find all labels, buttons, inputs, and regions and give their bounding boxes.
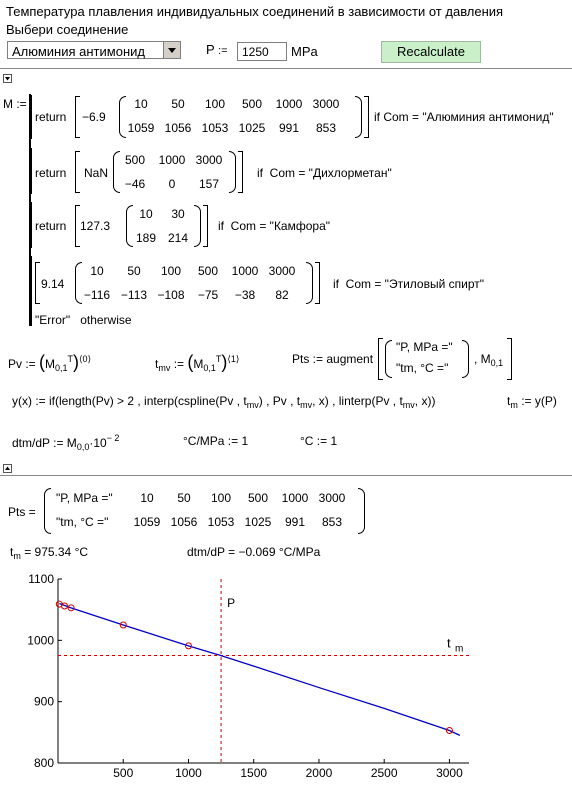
- error-otherwise: "Error" otherwise: [35, 313, 132, 327]
- x-tick-label: 2500: [370, 766, 398, 780]
- tm-line-label: t: [447, 635, 451, 651]
- pts-augment-definition: Pts := augment: [292, 352, 374, 366]
- divider: [0, 68, 572, 69]
- matrix-cell: 50: [177, 491, 191, 505]
- pts-row2-label: "tm, °C =": [56, 515, 109, 529]
- matrix-cell: 853: [315, 121, 337, 135]
- matrix-cell: 1053: [207, 515, 235, 529]
- matrix-cell: 100: [160, 264, 182, 278]
- m-definition-lhs: M :=: [3, 97, 27, 111]
- matrix-cell: 1025: [238, 121, 266, 135]
- cond-3: if Com = "Камфора": [218, 219, 331, 233]
- melting-temperature-chart: [0, 566, 572, 786]
- scalar-2: NaN: [84, 166, 109, 180]
- pts-result-lhs: Pts =: [8, 505, 36, 519]
- pressure-unit: MPa: [291, 44, 318, 59]
- matrix-cell: 1056: [170, 515, 198, 529]
- return-kw-1: return: [35, 110, 67, 124]
- pts-top-label: "P, MPa =": [396, 340, 453, 354]
- chart-points: [56, 601, 452, 733]
- y-tick-label: 1000: [27, 633, 54, 648]
- matrix-cell: 1000: [281, 491, 309, 505]
- matrix-cell: −116: [83, 288, 111, 302]
- pts-m01: , $M_{0,1}$: [474, 352, 504, 368]
- paren-right: [229, 151, 236, 193]
- bracket-left: [75, 151, 80, 193]
- matrix-cell: −46: [124, 177, 146, 191]
- p-line-label: P: [227, 596, 236, 610]
- compound-select-label: Выбери соединение: [6, 22, 129, 37]
- case-bar-3: [31, 202, 32, 248]
- matrix-cell: 3000: [312, 97, 340, 111]
- chart-labels: [227, 596, 463, 654]
- matrix-cell: 10: [90, 264, 104, 278]
- matrix-cell: 189: [135, 231, 157, 245]
- y-tick-label: 1100: [28, 572, 54, 586]
- bracket-right: [507, 338, 512, 380]
- return-kw-3: return: [35, 219, 67, 233]
- matrix-cell: 10: [134, 97, 148, 111]
- paren-right: [358, 488, 365, 534]
- scalar-1: −6.9: [82, 110, 106, 124]
- pv-definition: Pv := $(M_{0,1}^T)^{⟨0⟩}$: [8, 352, 92, 373]
- x-tick-label: 500: [113, 766, 134, 780]
- matrix-cell: 30: [171, 207, 185, 221]
- return-kw-2: return: [35, 166, 67, 180]
- y-tick-label: 900: [33, 694, 54, 709]
- matrix-cell: 991: [284, 515, 306, 529]
- chart-lines: [58, 579, 469, 763]
- y-tick-label: 800: [33, 756, 54, 770]
- matrix-cell: 500: [124, 153, 146, 167]
- scalar-3: 127.3: [80, 219, 111, 233]
- cond-4: if Com = "Этиловый спирт": [333, 277, 484, 291]
- bracket-left: [378, 338, 383, 380]
- p-label: P :=: [206, 42, 228, 57]
- matrix-cell: 100: [210, 491, 232, 505]
- y-definition: y(x) := if(length(Pv) > 2 , interp(cspline(Pv , $t_{mv}$) , Pv , $t_{mv}$, x) , linterp(Pv , $t_{mv}$, x)): [12, 394, 436, 410]
- matrix-cell: 991: [278, 121, 300, 135]
- collapse-toggle-icon[interactable]: [3, 74, 12, 83]
- unit-def-2: °C := 1: [300, 434, 338, 448]
- bracket-right: [364, 96, 369, 138]
- page-title: Температура плавления индивидуальных соединений в зависимости от давления: [6, 4, 504, 19]
- paren-right: [306, 262, 313, 304]
- matrix-cell: 10: [139, 207, 153, 221]
- cond-1: if Com = "Алюминия антимонид": [374, 110, 554, 124]
- x-tick-label: 1500: [240, 766, 268, 780]
- matrix-cell: 3000: [195, 153, 223, 167]
- x-tick-label: 3000: [436, 766, 463, 780]
- chevron-down-icon[interactable]: [163, 42, 180, 58]
- matrix-cell: 1000: [158, 153, 186, 167]
- matrix-cell: 500: [197, 264, 219, 278]
- paren-right: [462, 340, 469, 378]
- chart-axes: [27, 572, 469, 780]
- scalar-4: 9.14: [41, 277, 65, 291]
- matrix-cell: 157: [198, 177, 220, 191]
- matrix-cell: −113: [120, 288, 148, 302]
- matrix-cell: 10: [140, 491, 154, 505]
- matrix-cell: −75: [197, 288, 219, 302]
- matrix-cell: 50: [171, 97, 185, 111]
- matrix-cell: 0: [168, 177, 176, 191]
- expand-toggle-icon[interactable]: [3, 464, 12, 473]
- tm-result: $t_m = 975.34$ °C: [10, 545, 89, 561]
- matrix-cell: −108: [157, 288, 185, 302]
- unit-def-1: °C/MPa := 1: [183, 434, 249, 448]
- paren-right: [355, 96, 362, 138]
- dtm-result: dtm/dP = −0.069 °C/MPa: [187, 545, 321, 559]
- paren-right: [194, 205, 201, 247]
- matrix-cell: 853: [321, 515, 343, 529]
- matrix-cell: 82: [275, 288, 289, 302]
- tm-definition: $t_m$ := y(P): [507, 394, 557, 410]
- matrix-cell: 1000: [275, 97, 303, 111]
- interpolation-curve: [59, 604, 460, 736]
- x-tick-label: 2000: [305, 766, 333, 780]
- matrix-cell: 3000: [268, 264, 296, 278]
- matrix-cell: 1059: [133, 515, 161, 529]
- matrix-cell: 500: [241, 97, 263, 111]
- divider: [0, 475, 572, 476]
- bracket-right: [315, 262, 320, 304]
- recalculate-button[interactable]: Recalculate: [381, 41, 481, 63]
- cond-2: if Com = "Дихлорметан": [257, 166, 392, 180]
- matrix-cell: 1056: [164, 121, 192, 135]
- tmv-definition: $t_{mv}$ := $(M_{0,1}^T)^{⟨1⟩}$: [155, 352, 240, 373]
- pts-bottom-label: "tm, °C =": [396, 361, 449, 375]
- matrix-cell: 1059: [127, 121, 155, 135]
- case-bar-4: [31, 256, 32, 326]
- matrix-cell: 1000: [231, 264, 259, 278]
- compound-dropdown[interactable]: [7, 41, 181, 59]
- matrix-cell: 500: [247, 491, 269, 505]
- bracket-right: [203, 205, 208, 247]
- matrix-cell: 214: [167, 231, 189, 245]
- matrix-cell: 3000: [318, 491, 346, 505]
- bracket-right: [238, 151, 243, 193]
- bracket-left: [75, 96, 80, 138]
- bracket-left: [35, 262, 40, 304]
- matrix-cell: 100: [204, 97, 226, 111]
- case-bar-1: [31, 95, 32, 139]
- matrix-cell: 1025: [244, 515, 272, 529]
- case-bar-2: [31, 148, 32, 194]
- tm-line-label-sub: m: [455, 643, 464, 655]
- pts-row1-label: "P, MPa =": [56, 491, 113, 505]
- matrix-cell: 1053: [201, 121, 229, 135]
- compound-dropdown-value: Алюминия антимонид: [12, 44, 145, 59]
- pressure-input[interactable]: 1250: [237, 42, 287, 61]
- paren-left: [44, 488, 51, 534]
- dtm-definition: dtm/dP := $M_{0,0}\cdot 10^{- 2}$: [12, 433, 120, 452]
- paren-left: [385, 340, 392, 378]
- x-tick-label: 1000: [175, 766, 202, 780]
- matrix-cell: 50: [127, 264, 141, 278]
- matrix-cell: −38: [234, 288, 256, 302]
